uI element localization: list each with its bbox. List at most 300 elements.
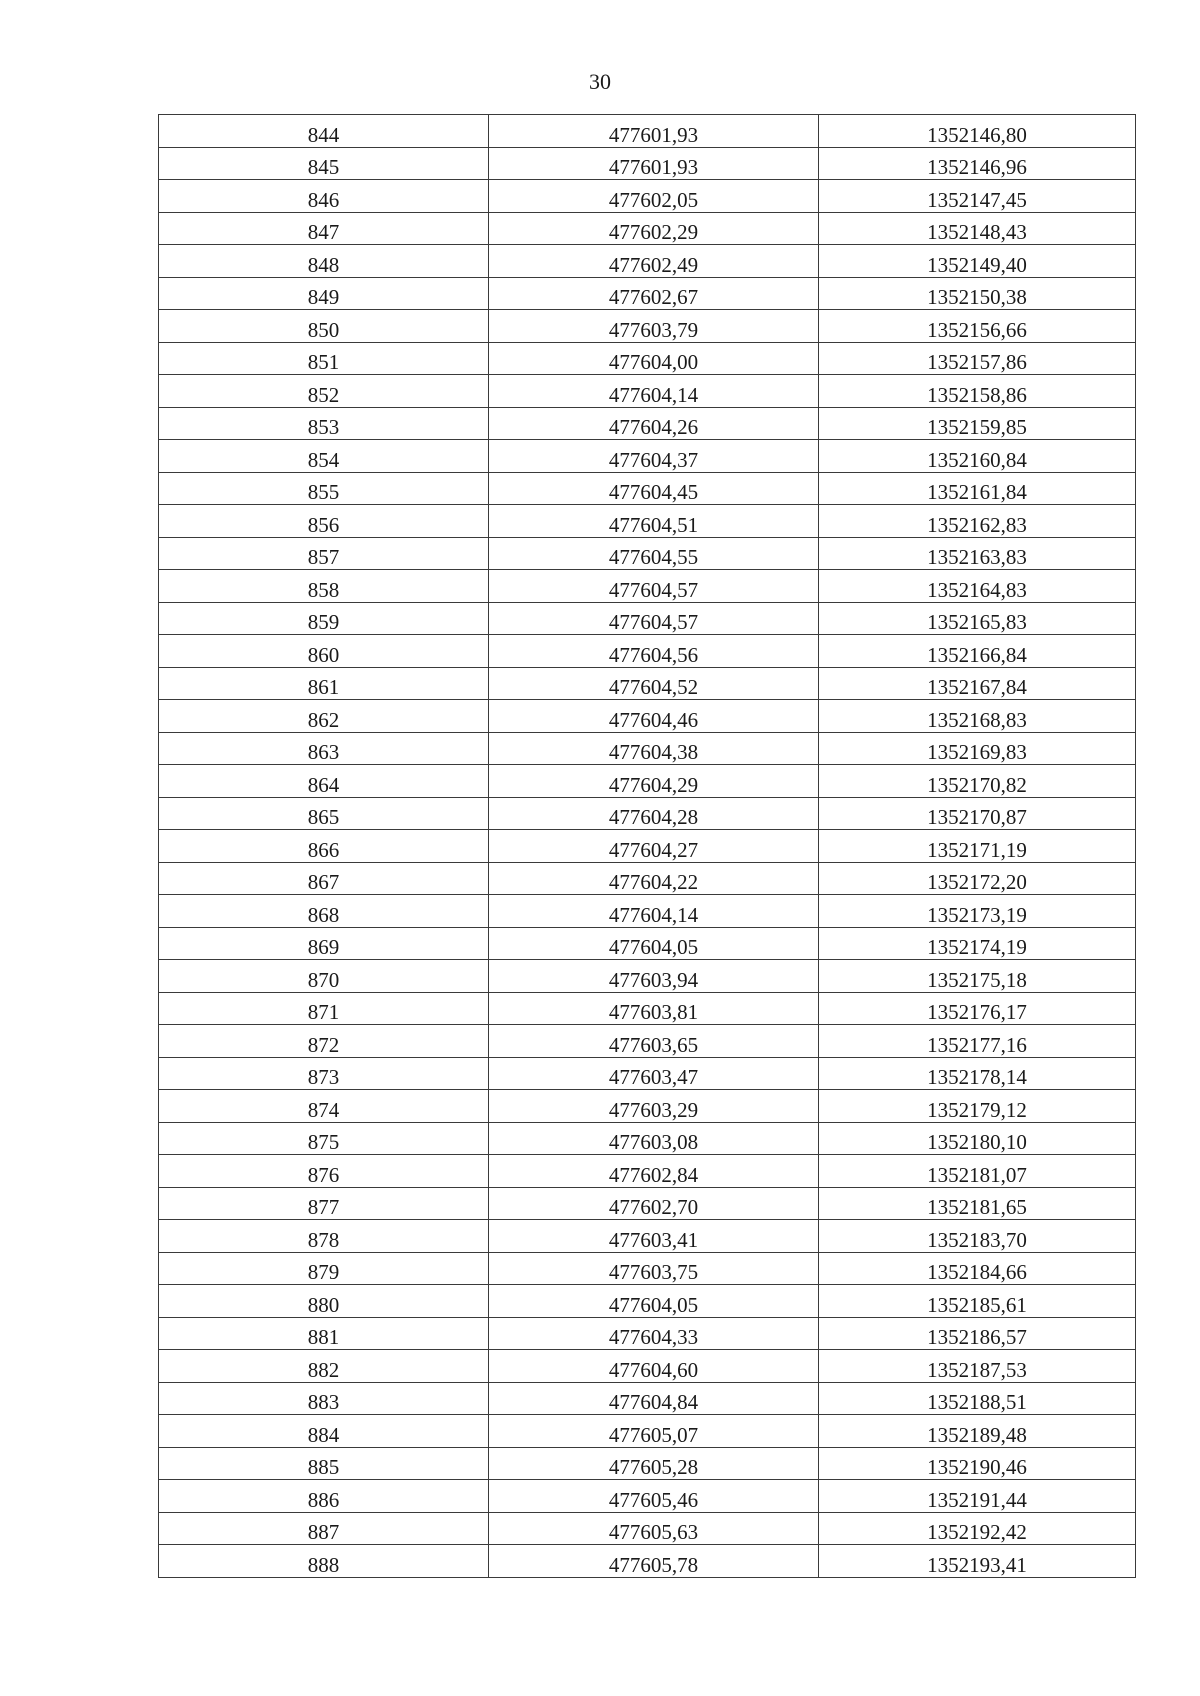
y-coordinate-text: 1352176,17 [927,1000,1027,1024]
y-coordinate-cell [819,1317,1136,1350]
point-number-cell [159,1382,489,1415]
x-coordinate-cell [489,602,819,635]
y-coordinate-text: 1352187,53 [927,1357,1027,1382]
y-coordinate-cell [819,797,1136,830]
x-coordinate-cell [489,1512,819,1545]
table-row [159,1025,1136,1058]
table-row [159,1155,1136,1188]
x-coordinate-cell [489,245,819,278]
x-coordinate-cell [489,147,819,180]
y-coordinate-text: 1352156,66 [927,317,1027,342]
x-coordinate-text: 477604,84 [608,1390,699,1414]
point-number-cell [159,895,489,928]
x-coordinate-cell [489,505,819,538]
table-row [159,180,1136,213]
point-number-cell [159,310,489,343]
x-coordinate-cell [489,1382,819,1415]
x-coordinate-text: 477604,60 [608,1357,699,1382]
x-coordinate-text: 477604,28 [608,805,699,829]
point-number-text: 845 [307,155,340,179]
y-coordinate-cell [819,570,1136,603]
point-number-cell [159,960,489,993]
point-number-cell [159,342,489,375]
point-number-cell [159,992,489,1025]
y-coordinate-text: 1352183,70 [927,1227,1027,1252]
table-row [159,1187,1136,1220]
point-number-cell [159,1220,489,1253]
y-coordinate-cell [819,147,1136,180]
y-coordinate-text: 1352165,83 [927,610,1027,634]
point-number-cell [159,1545,489,1578]
point-number-cell [159,862,489,895]
x-coordinate-cell [489,960,819,993]
y-coordinate-text: 1352178,14 [927,1065,1027,1089]
y-coordinate-text: 1352181,65 [927,1195,1027,1219]
x-coordinate-cell [489,1220,819,1253]
y-coordinate-text: 1352186,57 [927,1325,1027,1349]
table-row [159,472,1136,505]
x-coordinate-text: 477602,70 [608,1195,699,1219]
point-number-cell [159,245,489,278]
y-coordinate-text: 1352163,83 [927,545,1027,569]
point-number-text: 854 [307,447,340,472]
x-coordinate-text: 477602,29 [608,220,699,244]
x-coordinate-text: 477601,93 [608,155,699,179]
y-coordinate-cell [819,440,1136,473]
x-coordinate-cell [489,1285,819,1318]
y-coordinate-cell [819,1350,1136,1383]
y-coordinate-cell [819,115,1136,148]
y-coordinate-text: 1352185,61 [927,1292,1027,1317]
y-coordinate-text: 1352188,51 [927,1390,1027,1414]
point-number-text: 886 [307,1487,340,1512]
x-coordinate-cell [489,1252,819,1285]
y-coordinate-text: 1352175,18 [927,967,1027,992]
point-number-cell [159,115,489,148]
y-coordinate-text: 1352161,84 [927,480,1027,504]
point-number-text: 873 [307,1065,340,1089]
point-number-text: 875 [307,1130,340,1154]
x-coordinate-text: 477605,46 [608,1487,699,1512]
x-coordinate-cell [489,375,819,408]
table-row [159,1122,1136,1155]
x-coordinate-text: 477603,79 [608,317,699,342]
x-coordinate-cell [489,927,819,960]
point-number-text: 852 [307,382,340,407]
point-number-text: 867 [307,870,340,894]
point-number-cell [159,277,489,310]
point-number-text: 865 [307,805,340,829]
x-coordinate-text: 477604,56 [608,642,699,667]
point-number-cell [159,1317,489,1350]
table-row [159,635,1136,668]
y-coordinate-cell [819,1545,1136,1578]
table-row [159,570,1136,603]
x-coordinate-cell [489,440,819,473]
point-number-text: 858 [307,577,340,602]
y-coordinate-cell [819,245,1136,278]
table-row [159,245,1136,278]
x-coordinate-text: 477604,00 [608,350,699,374]
point-number-text: 879 [307,1260,340,1284]
table-row [159,212,1136,245]
point-number-text: 857 [307,545,340,569]
x-coordinate-text: 477604,37 [608,447,699,472]
x-coordinate-cell [489,570,819,603]
y-coordinate-cell [819,635,1136,668]
x-coordinate-cell [489,1090,819,1123]
y-coordinate-cell [819,375,1136,408]
point-number-cell [159,667,489,700]
x-coordinate-text: 477604,33 [608,1325,699,1349]
point-number-cell [159,1350,489,1383]
x-coordinate-cell [489,1057,819,1090]
x-coordinate-text: 477604,57 [608,577,699,602]
y-coordinate-cell [819,472,1136,505]
x-coordinate-text: 477603,47 [608,1065,699,1089]
table-row [159,765,1136,798]
point-number-cell [159,472,489,505]
table-row [159,375,1136,408]
y-coordinate-text: 1352172,20 [927,870,1027,894]
point-number-cell [159,732,489,765]
x-coordinate-cell [489,1025,819,1058]
x-coordinate-cell [489,277,819,310]
point-number-text: 885 [307,1455,340,1479]
table-row [159,1220,1136,1253]
point-number-cell [159,505,489,538]
y-coordinate-text: 1352192,42 [927,1520,1027,1544]
y-coordinate-cell [819,732,1136,765]
point-number-text: 847 [307,220,340,244]
y-coordinate-text: 1352169,83 [927,740,1027,764]
point-number-text: 855 [307,480,340,504]
y-coordinate-cell [819,765,1136,798]
table-row [159,147,1136,180]
y-coordinate-cell [819,602,1136,635]
x-coordinate-cell [489,992,819,1025]
x-coordinate-text: 477604,51 [608,512,699,537]
point-number-cell [159,1057,489,1090]
x-coordinate-text: 477604,57 [608,610,699,634]
x-coordinate-text: 477602,05 [608,187,699,212]
point-number-text: 872 [307,1032,340,1057]
y-coordinate-text: 1352166,84 [927,642,1027,667]
point-number-cell [159,1090,489,1123]
x-coordinate-cell [489,180,819,213]
y-coordinate-cell [819,212,1136,245]
x-coordinate-cell [489,635,819,668]
point-number-cell [159,700,489,733]
y-coordinate-text: 1352179,12 [927,1097,1027,1122]
table-row [159,700,1136,733]
y-coordinate-text: 1352160,84 [927,447,1027,472]
y-coordinate-text: 1352158,86 [927,382,1027,407]
point-number-text: 849 [307,285,340,309]
point-number-text: 861 [307,675,340,699]
x-coordinate-text: 477604,29 [608,772,699,797]
y-coordinate-cell [819,537,1136,570]
point-number-text: 871 [307,1000,340,1024]
table-row [159,1545,1136,1578]
table-row [159,1480,1136,1513]
point-number-text: 874 [307,1097,340,1122]
point-number-cell [159,602,489,635]
y-coordinate-text: 1352184,66 [927,1260,1027,1284]
x-coordinate-text: 477605,78 [608,1552,699,1577]
y-coordinate-text: 1352189,48 [927,1422,1027,1447]
x-coordinate-cell [489,1122,819,1155]
table-row [159,895,1136,928]
point-number-text: 856 [307,512,340,537]
table-row [159,1285,1136,1318]
point-number-cell [159,1447,489,1480]
x-coordinate-cell [489,1155,819,1188]
x-coordinate-text: 477604,46 [608,707,699,732]
x-coordinate-text: 477604,26 [608,415,699,439]
y-coordinate-text: 1352148,43 [927,220,1027,244]
x-coordinate-text: 477602,49 [608,252,699,277]
point-number-cell [159,1187,489,1220]
x-coordinate-cell [489,472,819,505]
table-row [159,1350,1136,1383]
y-coordinate-cell [819,180,1136,213]
x-coordinate-text: 477604,45 [608,480,699,504]
x-coordinate-text: 477604,14 [608,902,699,927]
y-coordinate-cell [819,1025,1136,1058]
y-coordinate-cell [819,505,1136,538]
y-coordinate-text: 1352170,82 [927,772,1027,797]
point-number-cell [159,375,489,408]
point-number-cell [159,1025,489,1058]
point-number-text: 850 [307,317,340,342]
x-coordinate-cell [489,667,819,700]
y-coordinate-text: 1352174,19 [927,935,1027,959]
point-number-cell [159,180,489,213]
point-number-cell [159,1285,489,1318]
x-coordinate-cell [489,1480,819,1513]
y-coordinate-text: 1352177,16 [927,1032,1027,1057]
point-number-text: 870 [307,967,340,992]
table-row [159,1382,1136,1415]
x-coordinate-text: 477603,81 [608,1000,699,1024]
y-coordinate-cell [819,1090,1136,1123]
x-coordinate-text: 477603,29 [608,1097,699,1122]
point-number-text: 853 [307,415,340,439]
point-number-text: 881 [307,1325,340,1349]
table-row [159,115,1136,148]
table-row [159,310,1136,343]
table-row [159,277,1136,310]
y-coordinate-cell [819,830,1136,863]
point-number-text: 859 [307,610,340,634]
x-coordinate-cell [489,895,819,928]
x-coordinate-cell [489,830,819,863]
y-coordinate-cell [819,310,1136,343]
point-number-text: 848 [307,252,340,277]
x-coordinate-text: 477602,67 [608,285,699,309]
x-coordinate-cell [489,700,819,733]
point-number-cell [159,1480,489,1513]
y-coordinate-cell [819,1155,1136,1188]
point-number-text: 882 [307,1357,340,1382]
point-number-text: 878 [307,1227,340,1252]
y-coordinate-text: 1352146,80 [927,122,1027,147]
table-row [159,342,1136,375]
point-number-cell [159,440,489,473]
point-number-cell [159,1415,489,1448]
x-coordinate-cell [489,1415,819,1448]
table-row [159,537,1136,570]
point-number-text: 884 [307,1422,340,1447]
x-coordinate-text: 477601,93 [608,122,699,147]
y-coordinate-cell [819,1285,1136,1318]
x-coordinate-text: 477604,22 [608,870,699,894]
x-coordinate-cell [489,862,819,895]
y-coordinate-text: 1352147,45 [927,187,1027,212]
point-number-text: 880 [307,1292,340,1317]
y-coordinate-cell [819,1382,1136,1415]
y-coordinate-text: 1352150,38 [927,285,1027,309]
table-row [159,1252,1136,1285]
point-number-text: 877 [307,1195,340,1219]
y-coordinate-cell [819,1447,1136,1480]
x-coordinate-text: 477602,84 [608,1162,699,1187]
y-coordinate-cell [819,700,1136,733]
x-coordinate-cell [489,212,819,245]
point-number-text: 876 [307,1162,340,1187]
y-coordinate-text: 1352193,41 [927,1552,1027,1577]
table-row [159,927,1136,960]
table-row [159,960,1136,993]
y-coordinate-text: 1352173,19 [927,902,1027,927]
x-coordinate-text: 477604,38 [608,740,699,764]
x-coordinate-text: 477603,75 [608,1260,699,1284]
table-row [159,862,1136,895]
x-coordinate-cell [489,310,819,343]
point-number-cell [159,212,489,245]
x-coordinate-text: 477605,63 [608,1520,699,1544]
x-coordinate-cell [489,1447,819,1480]
point-number-cell [159,1252,489,1285]
x-coordinate-cell [489,115,819,148]
x-coordinate-cell [489,1545,819,1578]
y-coordinate-cell [819,927,1136,960]
x-coordinate-cell [489,1317,819,1350]
y-coordinate-text: 1352181,07 [927,1162,1027,1187]
x-coordinate-cell [489,1350,819,1383]
table-row [159,667,1136,700]
point-number-text: 863 [307,740,340,764]
x-coordinate-text: 477603,94 [608,967,699,992]
point-number-cell [159,407,489,440]
table-row [159,602,1136,635]
point-number-cell [159,927,489,960]
y-coordinate-cell [819,667,1136,700]
point-number-cell [159,830,489,863]
x-coordinate-text: 477604,52 [608,675,699,699]
point-number-text: 851 [307,350,340,374]
y-coordinate-text: 1352167,84 [927,675,1027,699]
table-row [159,1317,1136,1350]
page-number: 30 [589,69,611,94]
point-number-text: 844 [307,122,340,147]
y-coordinate-cell [819,407,1136,440]
y-coordinate-text: 1352149,40 [927,252,1027,277]
point-number-text: 864 [307,772,340,797]
coordinates-table [158,114,1136,1578]
x-coordinate-text: 477603,41 [608,1227,699,1252]
point-number-cell [159,537,489,570]
point-number-text: 860 [307,642,340,667]
point-number-cell [159,797,489,830]
y-coordinate-cell [819,277,1136,310]
table-row [159,1512,1136,1545]
x-coordinate-text: 477605,07 [608,1422,699,1447]
table-row [159,1057,1136,1090]
table-row [159,1447,1136,1480]
y-coordinate-text: 1352180,10 [927,1130,1027,1154]
y-coordinate-cell [819,1512,1136,1545]
point-number-text: 888 [307,1552,340,1577]
y-coordinate-cell [819,895,1136,928]
point-number-text: 883 [307,1390,340,1414]
point-number-cell [159,1155,489,1188]
table-row [159,407,1136,440]
x-coordinate-cell [489,765,819,798]
x-coordinate-text: 477603,65 [608,1032,699,1057]
table-row [159,830,1136,863]
x-coordinate-text: 477604,05 [608,1292,699,1317]
y-coordinate-text: 1352191,44 [927,1487,1027,1512]
y-coordinate-cell [819,1122,1136,1155]
point-number-text: 868 [307,902,340,927]
x-coordinate-text: 477604,14 [608,382,699,407]
y-coordinate-text: 1352164,83 [927,577,1027,602]
y-coordinate-text: 1352171,19 [927,837,1027,862]
table-row [159,732,1136,765]
x-coordinate-text: 477603,08 [608,1130,699,1154]
y-coordinate-cell [819,862,1136,895]
coordinates-table-body [159,115,1136,1578]
y-coordinate-text: 1352157,86 [927,350,1027,374]
y-coordinate-cell [819,342,1136,375]
y-coordinate-text: 1352190,46 [927,1455,1027,1479]
point-number-cell [159,570,489,603]
point-number-text: 862 [307,707,340,732]
x-coordinate-text: 477605,28 [608,1455,699,1479]
y-coordinate-text: 1352159,85 [927,415,1027,439]
point-number-cell [159,635,489,668]
x-coordinate-cell [489,797,819,830]
x-coordinate-cell [489,1187,819,1220]
table-row [159,1090,1136,1123]
y-coordinate-cell [819,1415,1136,1448]
table-row [159,1415,1136,1448]
x-coordinate-cell [489,342,819,375]
point-number-cell [159,1512,489,1545]
point-number-text: 866 [307,837,340,862]
y-coordinate-cell [819,960,1136,993]
x-coordinate-cell [489,407,819,440]
table-row [159,505,1136,538]
x-coordinate-text: 477604,27 [608,837,699,862]
x-coordinate-text: 477604,55 [608,545,699,569]
y-coordinate-cell [819,1057,1136,1090]
y-coordinate-text: 1352168,83 [927,707,1027,732]
y-coordinate-cell [819,1480,1136,1513]
point-number-text: 869 [307,935,340,959]
